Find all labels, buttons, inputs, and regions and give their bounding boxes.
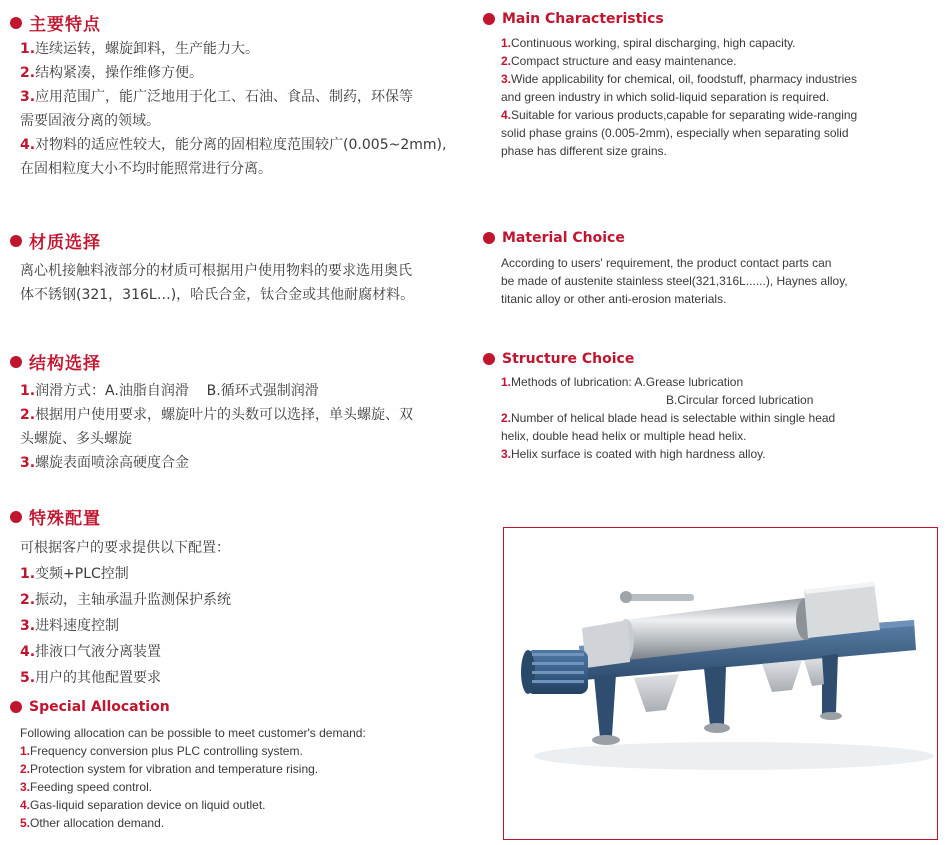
paragraph-line: According to users' requirement, the product contact parts can [501,256,832,270]
list-item: 3.Helix surface is coated with high hardness alloy. [501,447,766,461]
list-item: 4.对物料的适应性较大，能分离的固相粒度范围较广(0.005~2mm), [20,137,447,153]
intro-text: 可根据客户的要求提供以下配置： [20,540,230,556]
section-material-cn [10,228,480,307]
section-header [483,230,943,246]
section-title: Structure Choice [502,351,635,367]
list-item: 2.振动，主轴承温升监测保护系统 [20,592,232,608]
section-structure-en [483,351,943,463]
list-item: 3.Wide applicability for chemical, oil, foodstuff, pharmacy industries [501,72,857,86]
list-item: 4.排液口气液分离装置 [20,644,162,660]
bullet-dot-icon [10,511,22,523]
section-header [10,228,480,253]
list-item: 2.Compact structure and easy maintenance. [501,54,737,68]
bullet-dot-icon [10,17,22,29]
list-item-continued: 在固相粒度大小不均时能照常进行分离。 [20,161,272,177]
list-item: 3.螺旋表面喷涂高硬度合金 [20,455,190,471]
list-item: 4.Gas-liquid separation device on liquid outlet. [20,798,266,812]
list-item-continued: solid phase grains (0.005-2mm), especially when separating solid [501,126,849,140]
section-special-en [10,699,480,832]
decanter-centrifuge-illustration [504,528,937,839]
section-header [483,11,943,27]
section-header [10,504,480,529]
list-item: 4.Suitable for various products,capable for separating wide-ranging [501,108,858,122]
list-item: 1.连续运转，螺旋卸料，生产能力大。 [20,41,260,57]
paragraph-line: 离心机接触料液部分的材质可根据用户使用物料的要求选用奥氏 [20,263,412,279]
section-title: Material Choice [502,230,625,246]
list-item: 5.用户的其他配置要求 [20,670,162,686]
intro-text: Following allocation can be possible to meet customer's demand: [20,726,366,740]
bullet-dot-icon [10,701,22,713]
section-special-cn [10,504,480,691]
bullet-dot-icon [10,356,22,368]
bullet-dot-icon [483,232,495,244]
list-item-continued: 需要固液分离的领域。 [20,113,160,129]
list-item: 2.根据用户使用要求，螺旋叶片的头数可以选择，单头螺旋、双 [20,407,414,423]
list-item: 1.变频+PLC控制 [20,566,129,582]
list-item: 1.Methods of lubrication: A.Grease lubrication [501,375,744,389]
list-item-continued: and green industry in which solid-liquid separation is required. [501,90,830,104]
section-title: Main Characteristics [502,11,664,27]
list-item: 5.Other allocation demand. [20,816,165,830]
bullet-dot-icon [10,235,22,247]
list-item-continued: B.Circular forced lubrication [666,393,814,407]
product-photo [503,527,938,840]
list-item: 3.进料速度控制 [20,618,120,634]
section-header [10,699,480,715]
section-material-en [483,230,943,308]
section-header [483,351,943,367]
section-title: 主要特点 [29,15,101,35]
paragraph-line: titanic alloy or other anti-erosion materials. [501,292,727,306]
bullet-dot-icon [483,353,495,365]
section-main-features-cn [10,10,480,181]
section-header [10,10,480,35]
list-item: 3.应用范围广，能广泛地用于化工、石油、食品、制药，环保等 [20,89,414,105]
list-item-continued: 头螺旋、多头螺旋 [20,431,132,447]
bullet-dot-icon [483,13,495,25]
list-item: 1.Continuous working, spiral discharging, high capacity. [501,36,796,50]
paragraph-line: be made of austenite stainless steel(321,316L......), Haynes alloy, [501,274,848,288]
list-item: 2.Number of helical blade head is selectable within single head [501,411,836,425]
section-title: Special Allocation [29,699,170,715]
section-main-characteristics-en [483,11,943,160]
paragraph-line: 体不锈钢(321，316L…)，哈氏合金，钛合金或其他耐腐材料。 [20,287,415,303]
section-title: 材质选择 [29,233,101,253]
list-item: 2.Protection system for vibration and temperature rising. [20,762,319,776]
section-structure-cn [10,349,480,475]
list-item: 1.Frequency conversion plus PLC controlling system. [20,744,303,758]
list-item: 1.润滑方式：A.油脂自润滑 B.循环式强制润滑 [20,383,319,399]
list-item: 3.Feeding speed control. [20,780,153,794]
section-header [10,349,480,374]
list-item-continued: phase has different size grains. [501,144,667,158]
list-item-continued: helix, double head helix or multiple head helix. [501,429,747,443]
list-item: 2.结构紧凑，操作维修方便。 [20,65,204,81]
section-title: 结构选择 [29,354,101,374]
section-title: 特殊配置 [29,509,101,529]
